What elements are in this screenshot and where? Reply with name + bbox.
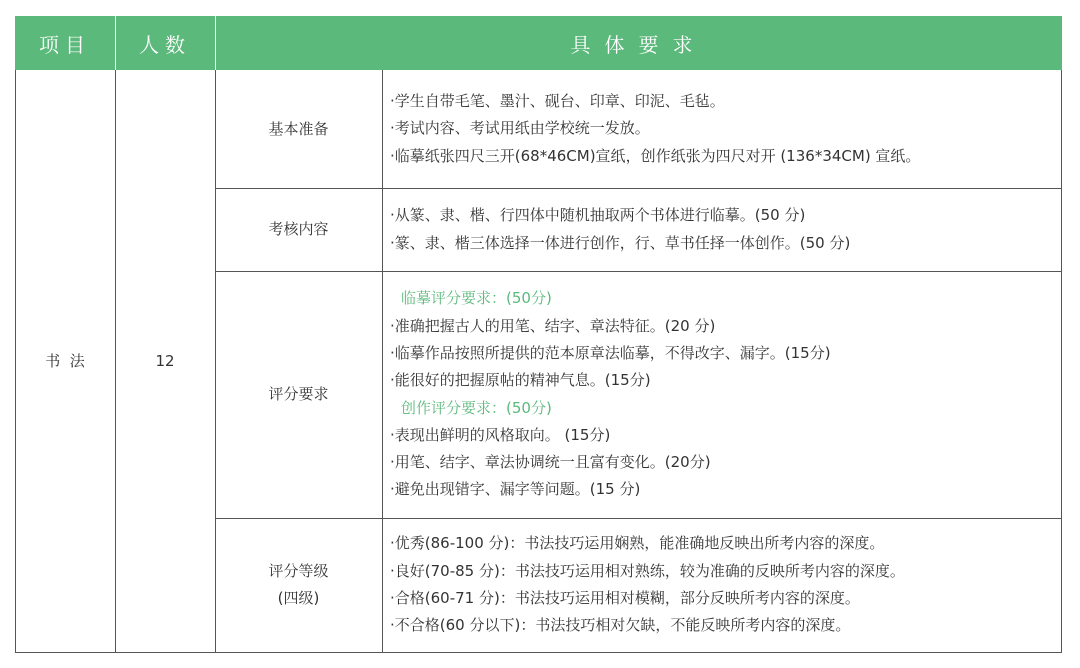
requirement-line: ·表现出鲜明的风格取向。 (15分) [390,425,611,444]
section-title: 评分要求 [268,385,329,403]
section-title-cell [215,518,382,652]
requirement-line: ·学生自带毛笔、墨汁、砚台、印章、印泥、毛毡。 [390,92,725,111]
project-cell: 书 法 [45,351,85,370]
section-title: 评分等级 [268,562,329,580]
requirement-line: ·准确把握古人的用笔、结字、章法特征。(20 分) [390,316,716,335]
requirement-line: ·能很好的把握原帖的精神气息。(15分) [390,371,651,390]
requirement-line: ·优秀(86-100 分)：书法技巧运用娴熟，能准确地反映出所考内容的深度。 [390,534,885,553]
section-content [387,70,1062,188]
section-title: 基本准备 [268,119,329,138]
count-cell: 12 [155,351,175,370]
table-header [15,16,1062,70]
column-divider [382,70,383,653]
header-requirements: 具体要求 [570,32,707,57]
requirement-line: ·不合格(60 分以下)：书法技巧相对欠缺，不能反映所考内容的深度。 [390,616,851,635]
section-content [387,271,1062,518]
sub-heading: 临摹评分要求：(50分) [401,289,552,308]
sub-heading: 创作评分要求：(50分) [401,398,552,417]
section-title-note: (四级) [277,589,320,607]
requirement-line: ·合格(60-71 分)：书法技巧运用相对模糊，部分反映所考内容的深度。 [390,589,860,607]
header-project: 项目 [39,32,91,57]
requirement-line: ·良好(70-85 分)：书法技巧运用相对熟练，较为准确的反映所考内容的深度。 [390,561,905,580]
requirement-line: ·篆、隶、楷三体选择一体进行创作，行、草书任择一体创作。(50 分) [390,233,851,252]
requirement-line: ·临摹纸张四尺三开(68*46CM)宣纸，创作纸张为四尺对开 (136*34CM) 宣纸。 [390,146,921,165]
requirement-line: ·避免出现错字、漏字等问题。(15 分) [390,480,641,499]
header-count: 人数 [139,32,191,57]
border-bottom [15,652,1062,653]
section-title: 考核内容 [268,220,329,238]
requirement-line: ·从篆、隶、楷、行四体中随机抽取两个书体进行临摹。(50 分) [390,206,806,225]
requirement-line: ·临摹作品按照所提供的范本原章法临摹，不得改字、漏字。(15分) [390,343,831,362]
requirement-line: ·用笔、结字、章法协调统一且富有变化。(20分) [390,453,711,472]
section-content [387,188,1062,271]
requirements-table [15,16,1062,653]
requirement-line: ·考试内容、考试用纸由学校统一发放。 [390,119,650,138]
section-content [387,518,1062,652]
